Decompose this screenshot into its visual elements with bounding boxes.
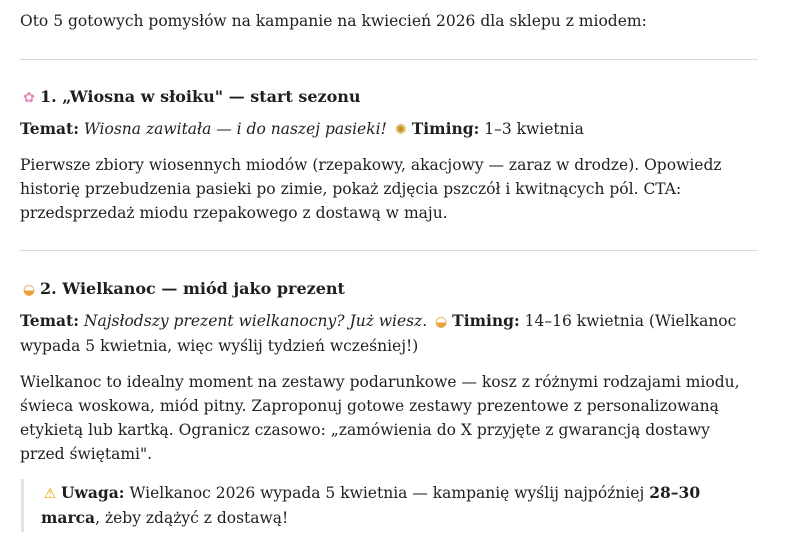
campaign-1-meta: [20, 117, 745, 142]
topic-label: Temat:: [20, 311, 79, 330]
cherry-blossom-icon: ✿: [23, 90, 35, 106]
hatching-chick-icon: ◒: [435, 314, 448, 330]
divider: [20, 250, 758, 251]
campaign-2-timing: 14–16 kwietnia (Wielkanoc wypada 5 kwietnia, więc wyślij tydzień wcześniej!): [20, 312, 737, 355]
campaign-1-timing: 1–3 kwietnia: [484, 120, 584, 138]
campaign-1-topic: Wiosna zawitała — i do naszej pasieki!: [83, 120, 387, 138]
warning-text: Wielkanoc 2026 wypada 5 kwietnia — kampanię wyślij najpóźniej: [129, 484, 645, 502]
intro-text: Oto 5 gotowych pomysłów na kampanie na kwiecień 2026 dla sklepu z miodem:: [20, 12, 647, 30]
campaign-2-meta: [20, 309, 745, 358]
timing-label: Timing:: [411, 119, 480, 138]
campaign-2-heading: [20, 277, 345, 302]
topic-label: Temat:: [20, 119, 79, 138]
campaign-1-body: Pierwsze zbiory wiosennych miodów (rzepakowy, akacjowy — zaraz w drodze). Opowiedz historię przebudzenia pasieki po zimie, pokaż zdjęcia pszczół i kwitnących pól. CTA: przedsprzedaż miodu rzepakowego z dostawą w maju.: [20, 156, 722, 222]
campaign-2-topic: Najsłodszy prezent wielkanocny? Już wiesz.: [83, 312, 428, 330]
warning-tail: , żeby zdążyć z dostawą!: [95, 509, 289, 527]
campaign-2-title: 2. Wielkanoc — miód jako prezent: [40, 279, 345, 298]
timing-label: Timing:: [452, 311, 520, 330]
campaign-1-title: 1. „Wiosna w słoiku" — start sezonu: [40, 87, 361, 106]
honeybee-icon: ✺: [394, 122, 407, 138]
warning-icon: ⚠: [43, 486, 57, 502]
campaign-1-heading: [20, 85, 361, 110]
divider: [20, 59, 758, 60]
warning-label: Uwaga:: [61, 483, 125, 502]
hatching-chick-icon: ◒: [22, 282, 36, 298]
warning-deadline: 28–30 marca: [41, 483, 701, 527]
campaign-2-body: Wielkanoc to idealny moment na zestawy podarunkowe — kosz z różnymi rodzajami miodu, świeca woskowa, miód pitny. Zaproponuj gotowe zestawy prezentowe z personalizowaną etykietą lub kartką. Ogranicz czasowo: „zamówienia do X przyjęte z gwarancją dostawy przed świętami".: [20, 373, 740, 463]
warning-callout: [21, 479, 731, 532]
